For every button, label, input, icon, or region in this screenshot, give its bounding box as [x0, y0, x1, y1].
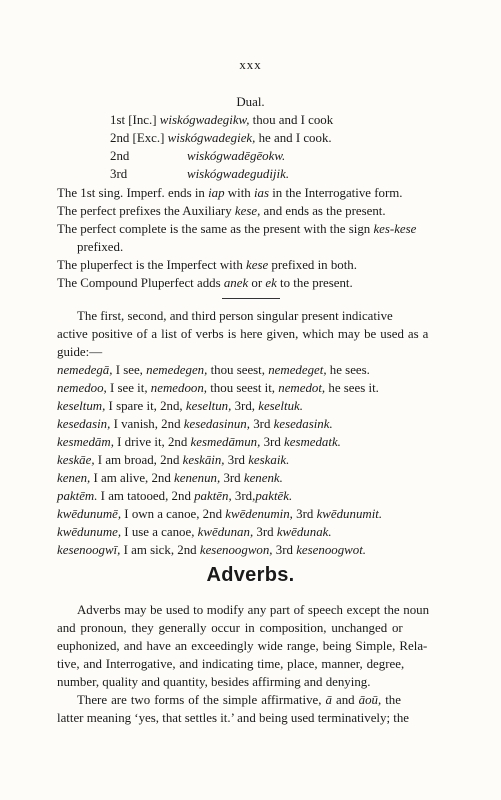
page-number: xxx — [239, 58, 262, 72]
dual-heading: Dual. — [236, 95, 265, 109]
paragraph-line: active positive of a list of verbs is here given, which may be used as a — [57, 327, 429, 341]
verb-entry: kesedasin, I vanish, 2nd kesedasinun, 3rd kesedasink. — [57, 417, 333, 431]
paragraph-line: and pronoun, they generally occur in composition, unchanged or — [57, 621, 403, 635]
dual-row: 2nd [Exc.] wiskógwadegiek, he and I cook. — [110, 131, 332, 145]
note-line: The 1st sing. Imperf. ends in iap with ias in the Interrogative form. — [57, 186, 403, 200]
section-heading-adverbs: Adverbs. — [206, 564, 295, 586]
verb-entry: kwēdunumē, I own a canoe, 2nd kwēdenumin, 3rd kwēdunumit. — [57, 507, 383, 521]
note-line: The perfect prefixes the Auxiliary kese, and ends as the present. — [57, 204, 386, 218]
note-line: The perfect complete is the same as the present with the sign kes-kese — [57, 222, 417, 236]
paragraph-line: guide:— — [57, 345, 103, 359]
dual-row: 1st [Inc.] wiskógwadegikw, thou and I cook — [110, 113, 334, 127]
verb-entry: keseltum, I spare it, 2nd, keseltun, 3rd, keseltuk. — [57, 399, 303, 413]
note-line: The pluperfect is the Imperfect with kese prefixed in both. — [57, 258, 357, 272]
note-line: prefixed. — [77, 240, 124, 254]
paragraph-line: tive, and Interrogative, and indicating time, place, manner, degree, — [57, 657, 405, 671]
verb-entry: kesmedām, I drive it, 2nd kesmedāmun, 3rd kesmedatk. — [57, 435, 341, 449]
verb-entry: kenen, I am alive, 2nd kenenun, 3rd kenenk. — [57, 471, 283, 485]
verb-entry: kwēdunume, I use a canoe, kwēdunan, 3rd kwēdunak. — [57, 525, 332, 539]
verb-entry: paktēm. I am tatooed, 2nd paktēn, 3rd,paktēk. — [57, 489, 293, 503]
paragraph-line: Adverbs may be used to modify any part of speech except the noun — [77, 603, 430, 617]
paragraph-line: The first, second, and third person singular present indicative — [77, 309, 393, 323]
note-line: The Compound Pluperfect adds anek or ek to the present. — [57, 276, 353, 290]
dual-row: 3rd — [110, 167, 128, 181]
section-divider — [222, 298, 280, 299]
paragraph-line: number, quality and quantity, besides affirming and denying. — [57, 675, 371, 689]
dual-row-word: wiskógwadegudijik. — [187, 167, 290, 181]
dual-row: 2nd — [110, 149, 130, 163]
paragraph-line: There are two forms of the simple affirmative, ā and āoū, the — [77, 693, 401, 707]
verb-entry: keskāe, I am broad, 2nd keskāin, 3rd keskaik. — [57, 453, 290, 467]
verb-entry: nemedegā, I see, nemedegen, thou seest, nemedeget, he sees. — [57, 363, 370, 377]
verb-entry: nemedoo, I see it, nemedoon, thou seest it, nemedot, he sees it. — [57, 381, 379, 395]
paragraph-line: euphonized, and have an exceedingly wide range, being Simple, Rela- — [57, 639, 428, 653]
verb-entry: kesenoogwī, I am sick, 2nd kesenoogwon, 3rd kesenoogwot. — [57, 543, 366, 557]
dual-row-word: wiskógwadēgēokw. — [187, 149, 286, 163]
paragraph-line: latter meaning ‘yes, that settles it.’ and being used terminatively; the — [57, 711, 409, 725]
